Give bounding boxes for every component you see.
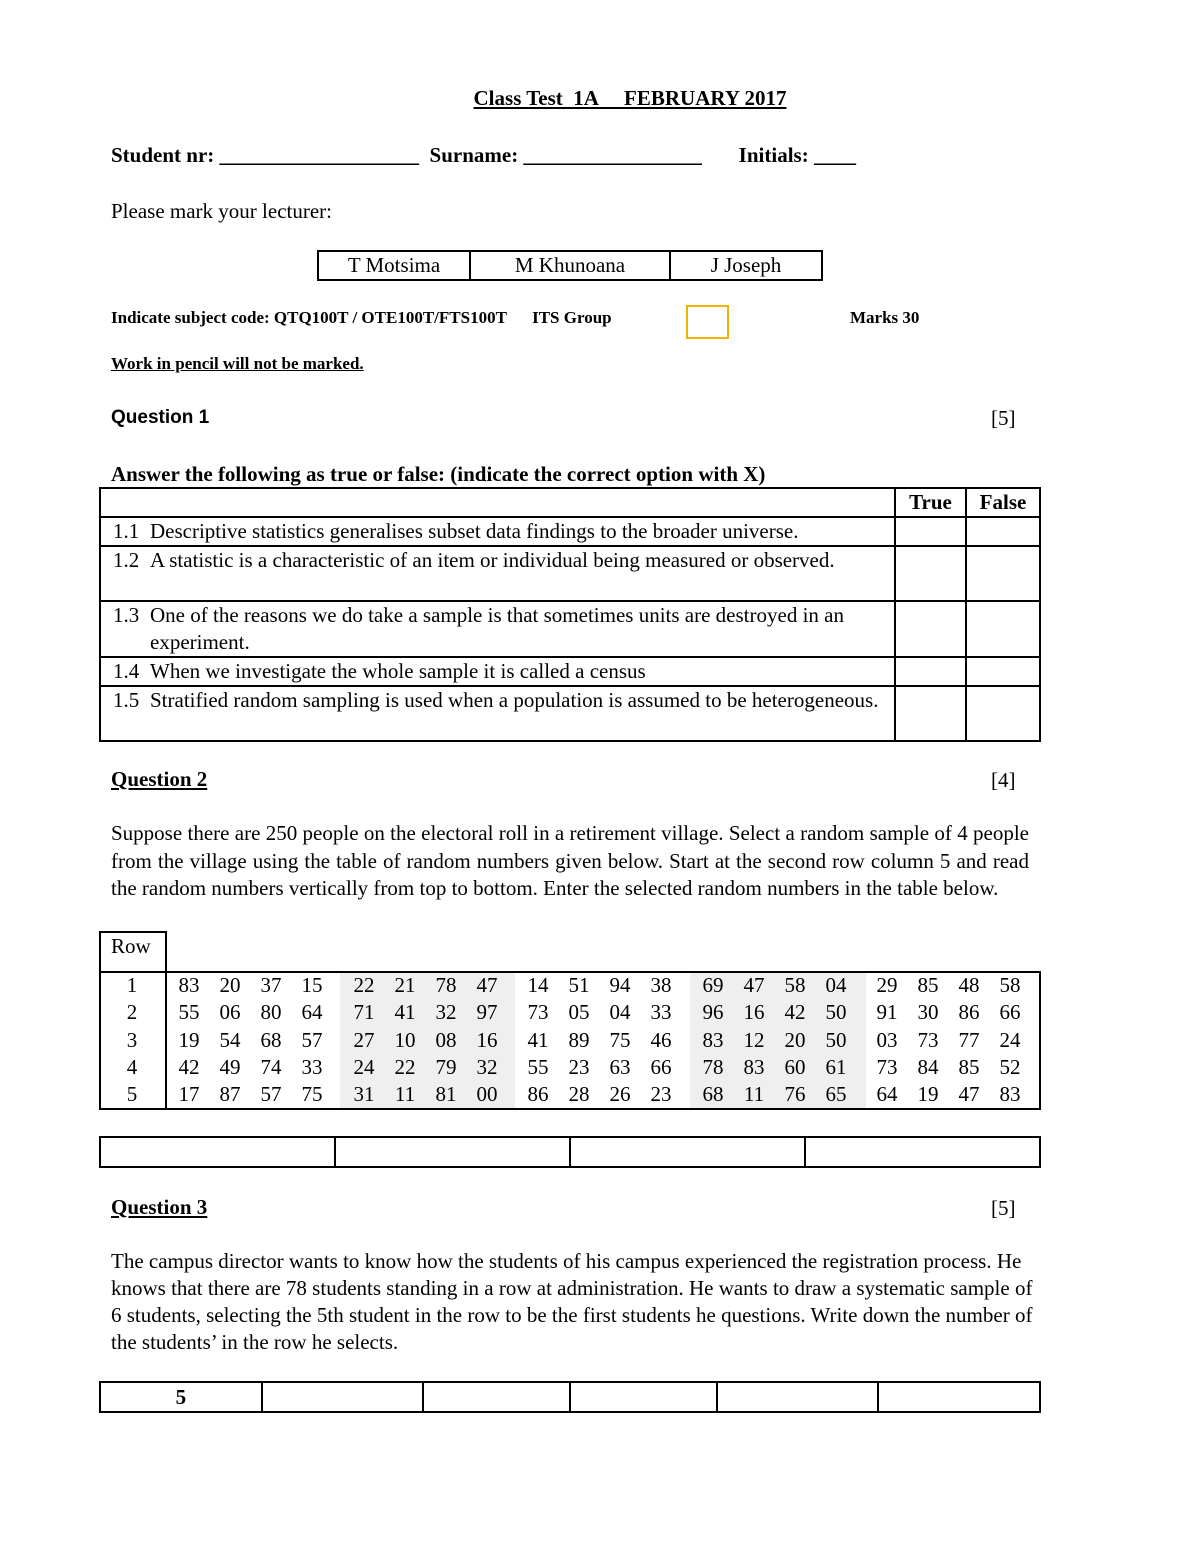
item-statement: A statistic is a characteristic of an item or individual being measured or observed. (150, 546, 895, 601)
answer-cell[interactable] (335, 1137, 570, 1167)
random-number: 17 (178, 1082, 200, 1106)
random-number: 68 (702, 1082, 724, 1106)
random-number: 19 (178, 1028, 200, 1052)
item-statement: When we investigate the whole sample it is called a census (150, 657, 895, 686)
random-number: 66 (999, 1000, 1021, 1024)
row-label-divider (165, 971, 167, 1110)
item-number: 1.4 (100, 657, 150, 686)
random-number: 47 (476, 973, 498, 997)
true-false-table (99, 487, 1041, 742)
random-number: 50 (825, 1028, 847, 1052)
header-blank (100, 488, 895, 517)
random-number: 21 (394, 973, 416, 997)
random-number: 00 (476, 1082, 498, 1106)
false-cell[interactable] (966, 546, 1040, 601)
random-number: 20 (219, 973, 241, 997)
random-number: 84 (917, 1055, 939, 1079)
random-number: 27 (353, 1028, 375, 1052)
true-cell[interactable] (895, 517, 966, 546)
random-number: 69 (702, 973, 724, 997)
question-3-heading: Question 3 (111, 1195, 208, 1219)
false-column-header: False (966, 488, 1040, 517)
random-number: 78 (702, 1055, 724, 1079)
random-number: 11 (394, 1082, 416, 1106)
random-number: 86 (958, 1000, 980, 1024)
item-statement: One of the reasons we do take a sample is that sometimes units are destroyed in an experiment. (150, 601, 895, 657)
random-number: 64 (301, 1000, 323, 1024)
random-number: 42 (178, 1055, 200, 1079)
random-number: 89 (568, 1028, 590, 1052)
random-number: 51 (568, 973, 590, 997)
random-number: 31 (353, 1082, 375, 1106)
true-cell[interactable] (895, 546, 966, 601)
random-number: 83 (743, 1055, 765, 1079)
random-number: 73 (527, 1000, 549, 1024)
random-number: 19 (917, 1082, 939, 1106)
answer-cell[interactable] (717, 1382, 879, 1412)
random-number: 41 (394, 1000, 416, 1024)
random-number: 50 (825, 1000, 847, 1024)
random-number: 48 (958, 973, 980, 997)
random-number: 63 (609, 1055, 631, 1079)
random-number: 83 (999, 1082, 1021, 1106)
row-label: 1 (126, 973, 138, 997)
item-number: 1.1 (100, 517, 150, 546)
random-number: 20 (784, 1028, 806, 1052)
false-cell[interactable] (966, 601, 1040, 657)
random-number: 83 (702, 1028, 724, 1052)
random-number: 68 (260, 1028, 282, 1052)
random-number: 81 (435, 1082, 457, 1106)
random-number: 05 (568, 1000, 590, 1024)
random-number: 75 (609, 1028, 631, 1052)
true-cell[interactable] (895, 657, 966, 686)
random-number: 42 (784, 1000, 806, 1024)
random-number: 46 (650, 1028, 672, 1052)
pencil-note: Work in pencil will not be marked. (111, 354, 364, 373)
random-number: 16 (476, 1028, 498, 1052)
random-number: 76 (784, 1082, 806, 1106)
question-2-marks: [4] (991, 768, 1016, 792)
random-number: 83 (178, 973, 200, 997)
random-number: 57 (301, 1028, 323, 1052)
random-number: 30 (917, 1000, 939, 1024)
lecturer-option[interactable]: J Joseph (670, 251, 822, 280)
false-cell[interactable] (966, 657, 1040, 686)
random-number: 24 (999, 1028, 1021, 1052)
random-number: 22 (353, 973, 375, 997)
lecturer-option[interactable]: T Motsima (318, 251, 470, 280)
random-number: 91 (876, 1000, 898, 1024)
random-number: 55 (527, 1055, 549, 1079)
random-number: 75 (301, 1082, 323, 1106)
page-title: Class Test 1A FEBRUARY 2017 (473, 86, 787, 110)
random-number: 96 (702, 1000, 724, 1024)
question-1-heading: Question 1 (111, 407, 210, 428)
answer-cell[interactable]: 5 (100, 1382, 262, 1412)
random-number: 28 (568, 1082, 590, 1106)
random-number: 11 (743, 1082, 765, 1106)
random-number: 71 (353, 1000, 375, 1024)
lecturer-table (317, 250, 823, 281)
random-number: 58 (784, 973, 806, 997)
random-number: 33 (650, 1000, 672, 1024)
random-number: 32 (476, 1055, 498, 1079)
random-number: 74 (260, 1055, 282, 1079)
random-number: 26 (609, 1082, 631, 1106)
row-label: 2 (126, 1000, 138, 1024)
true-cell[interactable] (895, 601, 966, 657)
item-number: 1.3 (100, 601, 150, 657)
random-number: 03 (876, 1028, 898, 1052)
question-3-answer-table (99, 1381, 1041, 1413)
random-number: 52 (999, 1055, 1021, 1079)
student-details-line[interactable]: Student nr: ___________________ Surname: _________________ Initials: ____ (111, 143, 856, 167)
answer-cell[interactable] (878, 1382, 1040, 1412)
random-number: 60 (784, 1055, 806, 1079)
question-1-instruction: Answer the following as true or false: (indicate the correct option with X) (111, 462, 766, 486)
question-3-marks: [5] (991, 1196, 1016, 1220)
row-label: 3 (126, 1028, 138, 1052)
random-number: 32 (435, 1000, 457, 1024)
false-cell[interactable] (966, 686, 1040, 741)
random-number: 87 (219, 1082, 241, 1106)
random-number: 86 (527, 1082, 549, 1106)
random-number: 33 (301, 1055, 323, 1079)
random-number: 55 (178, 1000, 200, 1024)
lecturer-prompt: Please mark your lecturer: (111, 199, 332, 223)
answer-cell[interactable] (805, 1137, 1040, 1167)
false-cell[interactable] (966, 517, 1040, 546)
true-cell[interactable] (895, 686, 966, 741)
random-number: 47 (743, 973, 765, 997)
random-number: 15 (301, 973, 323, 997)
random-number: 97 (476, 1000, 498, 1024)
answer-cell[interactable] (262, 1382, 424, 1412)
item-number: 1.2 (100, 546, 150, 601)
random-number: 64 (876, 1082, 898, 1106)
random-number: 22 (394, 1055, 416, 1079)
random-number: 94 (609, 973, 631, 997)
lecturer-option[interactable]: M Khunoana (470, 251, 670, 280)
random-number: 57 (260, 1082, 282, 1106)
random-number: 23 (568, 1055, 590, 1079)
random-number: 24 (353, 1055, 375, 1079)
question-2-answer-table (99, 1136, 1041, 1168)
random-number: 37 (260, 973, 282, 997)
item-statement: Stratified random sampling is used when a population is assumed to be heterogeneous. (150, 686, 895, 741)
random-number: 85 (958, 1055, 980, 1079)
random-number: 79 (435, 1055, 457, 1079)
random-number: 77 (958, 1028, 980, 1052)
table-row (100, 546, 1040, 601)
random-number: 61 (825, 1055, 847, 1079)
row-label: 4 (126, 1055, 138, 1079)
total-marks: Marks 30 (850, 308, 920, 327)
random-number: 47 (958, 1082, 980, 1106)
random-number: 78 (435, 973, 457, 997)
random-number: 16 (743, 1000, 765, 1024)
row-label: 5 (126, 1082, 138, 1106)
random-number: 85 (917, 973, 939, 997)
answer-cell[interactable] (570, 1382, 717, 1412)
its-group-box[interactable] (686, 305, 729, 339)
random-number: 10 (394, 1028, 416, 1052)
answer-cell[interactable] (100, 1137, 335, 1167)
question-2-text: Suppose there are 250 people on the electoral roll in a retirement village. Select a random sample of 4 people from the village using the table of random numbers given below. Start at the second row column 5 and read the random numbers vertically from top to bottom. Enter the selected random numbers in the table below. (111, 821, 1029, 900)
random-number: 04 (609, 1000, 631, 1024)
random-number: 08 (435, 1028, 457, 1052)
random-number: 66 (650, 1055, 672, 1079)
random-number: 06 (219, 1000, 241, 1024)
random-number: 54 (219, 1028, 241, 1052)
item-number: 1.5 (100, 686, 150, 741)
row-header-label: Row (111, 934, 151, 958)
table-row (100, 686, 1040, 741)
random-number: 23 (650, 1082, 672, 1106)
random-number: 04 (825, 973, 847, 997)
true-column-header: True (895, 488, 966, 517)
random-number: 41 (527, 1028, 549, 1052)
random-number: 14 (527, 973, 549, 997)
random-number: 73 (917, 1028, 939, 1052)
random-number: 29 (876, 973, 898, 997)
random-number: 12 (743, 1028, 765, 1052)
subject-code-line: Indicate subject code: QTQ100T / OTE100T/FTS100T ITS Group (111, 308, 612, 327)
answer-cell[interactable] (570, 1137, 805, 1167)
random-number: 80 (260, 1000, 282, 1024)
item-statement: Descriptive statistics generalises subset data findings to the broader universe. (150, 517, 895, 546)
question-1-marks: [5] (991, 406, 1016, 430)
random-number: 58 (999, 973, 1021, 997)
question-2-heading: Question 2 (111, 767, 208, 791)
random-number: 65 (825, 1082, 847, 1106)
random-number: 38 (650, 973, 672, 997)
question-3-text: The campus director wants to know how the students of his campus experienced the registration process. He knows that there are 78 students standing in a row at administration. He wants to draw a systematic sample of 6 students, selecting the 5th student in the row to be the first students he questions. Write down the number of the students’ in the row he selects. (111, 1249, 1033, 1354)
table-row (100, 601, 1040, 657)
random-number: 49 (219, 1055, 241, 1079)
answer-cell[interactable] (423, 1382, 570, 1412)
table-row (100, 657, 1040, 686)
table-row (100, 517, 1040, 546)
random-number: 73 (876, 1055, 898, 1079)
